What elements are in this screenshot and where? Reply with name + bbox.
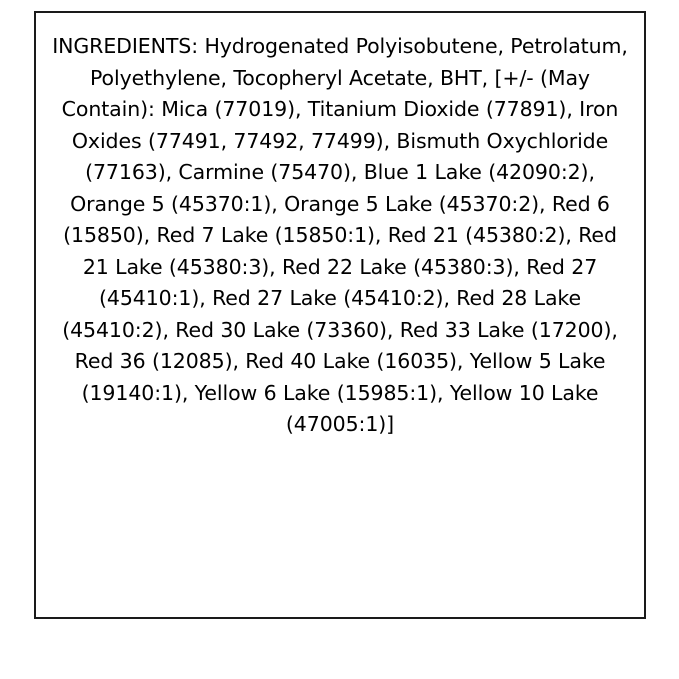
ingredients-panel (34, 11, 646, 619)
ingredients-text: INGREDIENTS: Hydrogenated Polyisobutene, Petrolatum, Polyethylene, Tocopheryl Acetate, BHT, [+/- (May Contain): Mica (77019), Titanium Dioxide (77891), Iron Oxides (77491, 77492, 77499), Bismuth Oxychloride (77163), Carmine (75470), Blue 1 Lake (42090:2), Orange 5 (45370:1), Orange 5 Lake (45370:2), Red 6 (15850), Red 7 Lake (15850:1), Red 21 (45380:2), Red 21 Lake (45380:3), Red 22 Lake (45380:3), Red 27 (45410:1), Red 27 Lake (45410:2), Red 28 Lake (45410:2), Red 30 Lake (73360), Red 33 Lake (17200), Red 36 (12085), Red 40 Lake (16035), Yellow 5 Lake (19140:1), Yellow 6 Lake (15985:1), Yellow 10 Lake (47005:1)] (52, 34, 628, 436)
